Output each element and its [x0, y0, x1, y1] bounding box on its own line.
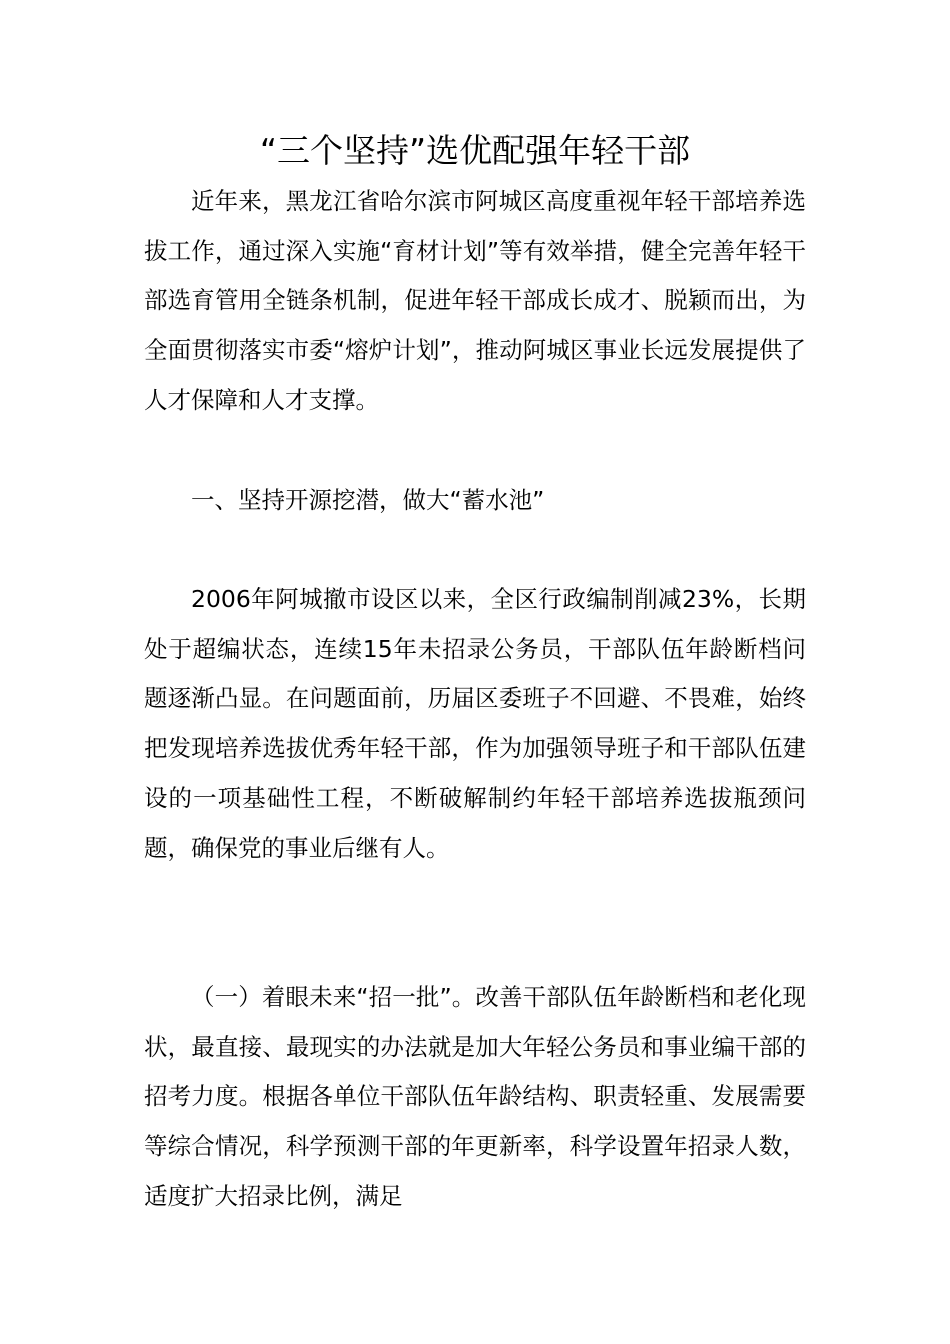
section-1-paragraph: 2006年阿城撤市设区以来，全区行政编制削减23%，长期处于超编状态，连续15年未招录公务员，干部队伍年龄断档问题逐渐凸显。在问题面前，历届区委班子不回避、不畏难，始终把发现培养选拔优秀年轻干部，作为加强领导班子和干部队伍建设的一项基础性工程，不断破解制约年轻干部培养选拔瓶颈问题，确保党的事业后继有人。	[144, 585, 806, 862]
subsection-1-paragraph: （一）着眼未来“招一批”。改善干部队伍年龄断档和老化现状，最直接、最现实的办法就是加大年轻公务员和事业编干部的招考力度。根据各单位干部队伍年龄结构、职责轻重、发展需要等综合情况，科学预测干部的年更新率，科学设置年招录人数，适度扩大招录比例，满足	[144, 983, 806, 1210]
section-1-heading: 一、坚持开源挖潜，做大“蓄水池”	[191, 486, 545, 514]
intro-paragraph: 近年来，黑龙江省哈尔滨市阿城区高度重视年轻干部培养选拔工作，通过深入实施“育材计划”等有效举措，健全完善年轻干部选育管用全链条机制，促进年轻干部成长成才、脱颖而出，为全面贯彻落实市委“熔炉计划”，推动阿城区事业长远发展提供了人才保障和人才支撑。	[144, 187, 806, 414]
document-title: “三个坚持”选优配强年轻干部	[259, 131, 691, 170]
